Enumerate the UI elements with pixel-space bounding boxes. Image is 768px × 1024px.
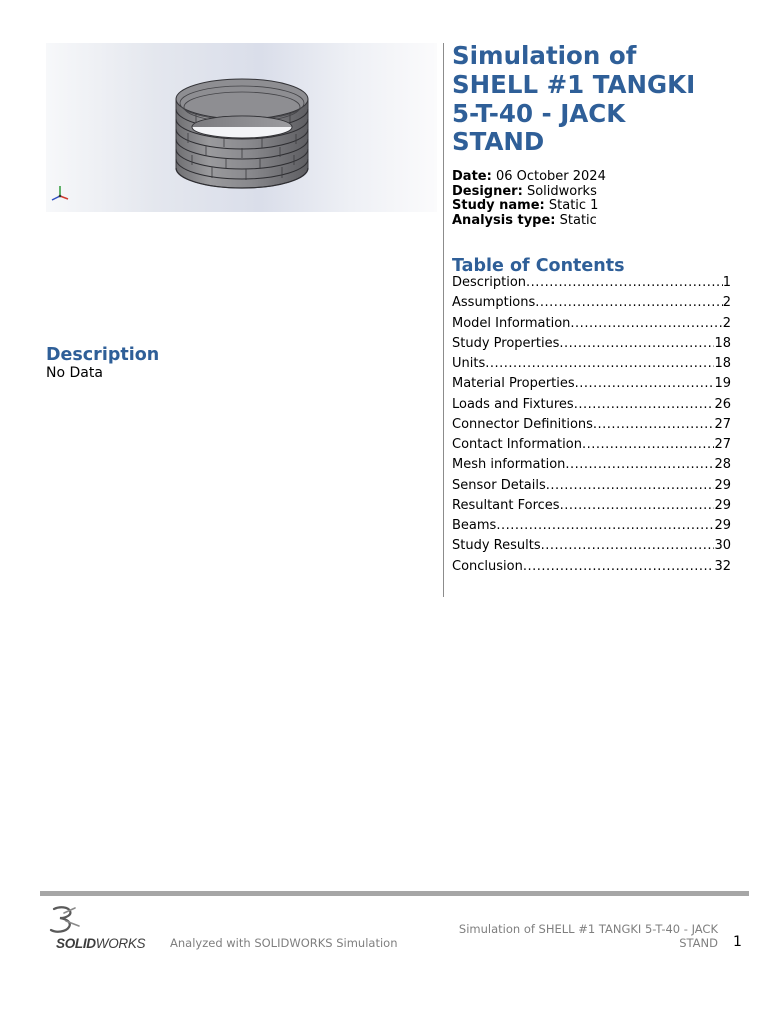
meta-value: 06 October 2024 <box>495 169 606 184</box>
toc-item-page: 32 <box>714 559 731 574</box>
toc-leader-dots <box>559 337 714 351</box>
toc-item-title: Units <box>452 357 486 371</box>
toc-leader-dots <box>546 479 715 493</box>
table-of-contents <box>452 276 731 580</box>
toc-item-page: 1 <box>722 276 731 290</box>
toc-leader-dots <box>574 398 715 412</box>
toc-leader-dots <box>582 438 714 452</box>
wordmark-bold: SOLID <box>56 936 96 951</box>
description-heading: Description <box>46 345 160 365</box>
xyz-axis-triad-icon <box>52 186 68 200</box>
toc-item[interactable] <box>452 438 731 458</box>
toc-item-page: 29 <box>714 478 731 493</box>
toc-item[interactable] <box>452 377 731 397</box>
toc-item-page: 29 <box>714 498 731 513</box>
toc-item-title: Sensor Details <box>452 478 546 493</box>
toc-item-page: 28 <box>714 458 731 473</box>
report-title-line: Simulation of <box>452 41 637 70</box>
toc-item-title: Material Properties <box>452 377 575 392</box>
toc-leader-dots <box>593 418 715 432</box>
report-title-line: 5-T-40 - JACK <box>452 98 626 128</box>
toc-item-title: Description <box>452 276 527 290</box>
analyzed-with-label: Analyzed with SOLIDWORKS Simulation <box>170 936 398 950</box>
toc-leader-dots <box>523 560 715 574</box>
toc-item-title: Resultant Forces <box>452 498 560 513</box>
description-body: No Data <box>46 365 103 381</box>
toc-item[interactable] <box>452 317 731 337</box>
meta-label: Date: <box>452 169 492 184</box>
report-meta <box>452 170 606 228</box>
toc-item-page: 18 <box>714 357 731 371</box>
toc-leader-dots <box>560 499 715 513</box>
toc-item-title: Contact Information <box>452 438 582 452</box>
toc-leader-dots <box>485 357 714 371</box>
meta-designer <box>452 185 606 200</box>
toc-item[interactable] <box>452 539 731 559</box>
toc-item[interactable] <box>452 519 731 539</box>
toc-item-page: 2 <box>722 296 731 311</box>
meta-analysis-type <box>452 214 606 229</box>
toc-item[interactable] <box>452 479 731 499</box>
toc-item[interactable] <box>452 296 731 316</box>
footer-title-line: STAND <box>679 935 718 950</box>
toc-item-page: 2 <box>722 316 731 331</box>
toc-item-page: 18 <box>714 336 731 351</box>
solidworks-wordmark <box>56 936 145 951</box>
toc-item-title: Beams <box>452 519 497 533</box>
toc-item[interactable] <box>452 560 731 580</box>
toc-item[interactable] <box>452 499 731 519</box>
toc-item-title: Model Information <box>452 316 571 331</box>
toc-item-page: 19 <box>714 377 731 392</box>
toc-item-page: 27 <box>714 417 731 432</box>
footer-report-title <box>418 923 718 950</box>
toc-leader-dots <box>565 458 714 472</box>
toc-item-page: 27 <box>714 438 731 452</box>
meta-label: Study name: <box>452 198 545 213</box>
footer-rule <box>40 891 749 896</box>
toc-item-title: Study Results <box>452 539 541 554</box>
meta-date <box>452 170 606 185</box>
page-number: 1 <box>733 934 742 950</box>
meta-study-name <box>452 199 606 214</box>
toc-item[interactable] <box>452 418 731 438</box>
toc-leader-dots <box>575 377 715 391</box>
toc-item-title: Study Properties <box>452 336 560 351</box>
toc-item[interactable] <box>452 458 731 478</box>
wordmark-thin: WORKS <box>95 936 146 951</box>
report-title-line: STAND <box>452 127 545 157</box>
toc-item[interactable] <box>452 357 731 377</box>
toc-item-page: 26 <box>714 397 731 412</box>
toc-leader-dots <box>541 539 715 553</box>
toc-item-title: Mesh information <box>452 458 566 473</box>
toc-item-page: 29 <box>714 519 731 533</box>
cylinder-shell-model-icon <box>46 43 437 212</box>
meta-label: Analysis type: <box>452 212 556 228</box>
meta-label: Designer: <box>452 183 523 199</box>
toc-leader-dots <box>570 317 722 331</box>
meta-value: Static 1 <box>548 198 599 213</box>
toc-item[interactable] <box>452 398 731 418</box>
toc-heading: Table of Contents <box>452 256 625 276</box>
toc-leader-dots <box>535 296 722 310</box>
toc-item-page: 30 <box>714 539 731 554</box>
model-preview-image <box>46 43 437 212</box>
toc-item[interactable] <box>452 337 731 357</box>
toc-item-title: Assumptions <box>452 296 536 311</box>
footer-title-line: Simulation of SHELL #1 TANGKI 5-T-40 - JACK <box>458 922 718 936</box>
toc-item-title: Connector Definitions <box>452 417 593 432</box>
solidworks-logo <box>46 906 156 954</box>
report-title-line: SHELL #1 TANGKI <box>452 69 696 99</box>
toc-leader-dots <box>526 276 723 290</box>
column-divider <box>443 43 444 597</box>
meta-value: Solidworks <box>526 183 597 199</box>
report-title <box>452 42 752 157</box>
toc-item-title: Loads and Fixtures <box>452 397 574 412</box>
toc-item-title: Conclusion <box>452 559 523 574</box>
toc-item[interactable] <box>452 276 731 296</box>
3ds-logo-icon <box>48 906 82 934</box>
meta-value: Static <box>559 212 597 228</box>
toc-leader-dots <box>496 519 714 533</box>
